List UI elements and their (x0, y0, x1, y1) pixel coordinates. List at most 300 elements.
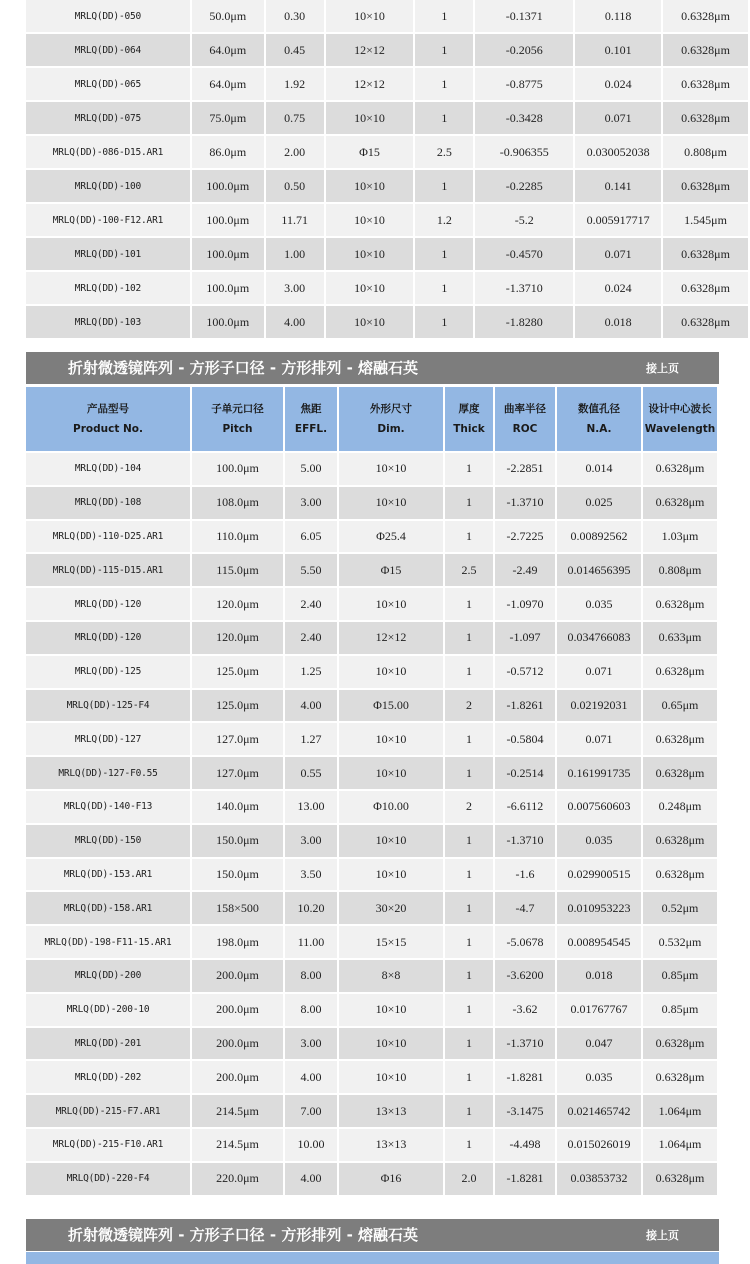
cell-na: 0.018 (557, 960, 641, 992)
cell-dim: 10×10 (339, 1061, 443, 1093)
cell-na: 0.024 (575, 272, 661, 304)
cell-roc: -0.2056 (475, 34, 573, 66)
cell-effl: 1.92 (266, 68, 324, 100)
cell-effl: 11.00 (285, 926, 337, 958)
table-row (26, 791, 717, 823)
cell-effl: 4.00 (266, 306, 324, 338)
col-roc: 曲率半径 ROC (495, 387, 555, 451)
cell-roc: -3.1475 (495, 1095, 555, 1127)
cell-product-no: MRLQ(DD)-125-F4 (26, 690, 190, 722)
cell-effl: 1.25 (285, 656, 337, 688)
product-table (24, 385, 719, 1197)
cell-roc: -1.3710 (475, 272, 573, 304)
cell-thick: 1 (415, 238, 473, 270)
cell-pitch: 100.0μm (192, 306, 264, 338)
cell-thick: 1 (445, 453, 493, 485)
cell-effl: 0.75 (266, 102, 324, 134)
cell-thick: 1 (445, 622, 493, 654)
cell-pitch: 214.5μm (192, 1129, 283, 1161)
cell-wavelength: 1.03μm (643, 521, 717, 553)
cell-product-no: MRLQ(DD)-104 (26, 453, 190, 485)
cell-roc: -0.906355 (475, 136, 573, 168)
cell-dim: Φ15 (326, 136, 414, 168)
table-row (26, 960, 717, 992)
table-row (26, 1028, 717, 1060)
cell-roc: -1.3710 (495, 487, 555, 519)
cell-wavelength: 0.6328μm (663, 272, 748, 304)
cell-thick: 1 (445, 1095, 493, 1127)
cell-wavelength: 0.248μm (643, 791, 717, 823)
cell-pitch: 100.0μm (192, 453, 283, 485)
cell-na: 0.071 (557, 656, 641, 688)
cell-thick: 1 (445, 588, 493, 620)
section-banner (26, 352, 719, 384)
cell-wavelength: 0.6328μm (663, 34, 748, 66)
cell-roc: -5.2 (475, 204, 573, 236)
cell-product-no: MRLQ(DD)-127-F0.55 (26, 757, 190, 789)
cell-thick: 1 (415, 272, 473, 304)
cell-thick: 1 (445, 1129, 493, 1161)
cell-pitch: 120.0μm (192, 622, 283, 654)
table-row (26, 1129, 717, 1161)
cell-pitch: 125.0μm (192, 690, 283, 722)
cell-thick: 1 (415, 0, 473, 32)
col-product-no: 产品型号 Product No. (26, 387, 190, 451)
cell-thick: 2.5 (445, 554, 493, 586)
cell-dim: 10×10 (326, 0, 414, 32)
col-effl: 焦距 EFFL. (285, 387, 337, 451)
cell-dim: 10×10 (326, 238, 414, 270)
cell-effl: 4.00 (285, 1163, 337, 1195)
cell-dim: 10×10 (339, 1028, 443, 1060)
cell-roc: -0.5804 (495, 723, 555, 755)
cell-na: 0.021465742 (557, 1095, 641, 1127)
cell-thick: 2 (445, 791, 493, 823)
cell-pitch: 214.5μm (192, 1095, 283, 1127)
cell-dim: 10×10 (339, 453, 443, 485)
cell-wavelength: 0.6328μm (663, 102, 748, 134)
cell-pitch: 127.0μm (192, 723, 283, 755)
cell-dim: 10×10 (339, 588, 443, 620)
section-banner-next (26, 1219, 719, 1251)
cell-effl: 5.00 (285, 453, 337, 485)
cell-effl: 0.45 (266, 34, 324, 66)
cell-thick: 1 (445, 892, 493, 924)
cell-na: 0.018 (575, 306, 661, 338)
top-table-body (26, 0, 748, 338)
cell-wavelength: 0.6328μm (643, 1028, 717, 1060)
cell-na: 0.161991735 (557, 757, 641, 789)
cell-roc: -0.5712 (495, 656, 555, 688)
cell-dim: 30×20 (339, 892, 443, 924)
cell-effl: 10.20 (285, 892, 337, 924)
cell-roc: -0.8775 (475, 68, 573, 100)
cell-effl: 13.00 (285, 791, 337, 823)
cell-dim: 10×10 (339, 825, 443, 857)
cell-pitch: 150.0μm (192, 825, 283, 857)
cell-wavelength: 0.6328μm (663, 238, 748, 270)
cell-wavelength: 0.65μm (643, 690, 717, 722)
cell-roc: -5.0678 (495, 926, 555, 958)
cell-na: 0.007560603 (557, 791, 641, 823)
table-row (26, 136, 748, 168)
cell-pitch: 86.0μm (192, 136, 264, 168)
cell-effl: 0.55 (285, 757, 337, 789)
col-na: 数值孔径 N.A. (557, 387, 641, 451)
cell-thick: 1 (445, 521, 493, 553)
cell-wavelength: 0.6328μm (643, 723, 717, 755)
cell-product-no: MRLQ(DD)-158.AR1 (26, 892, 190, 924)
section-title: 折射微透镜阵列 - 方形子口径 - 方形排列 - 熔融石英 (68, 359, 419, 377)
cell-pitch: 127.0μm (192, 757, 283, 789)
cell-roc: -4.498 (495, 1129, 555, 1161)
cell-dim: 10×10 (326, 272, 414, 304)
cell-na: 0.071 (575, 238, 661, 270)
cell-dim: Φ10.00 (339, 791, 443, 823)
cell-product-no: MRLQ(DD)-120 (26, 588, 190, 620)
cell-effl: 3.00 (285, 1028, 337, 1060)
cell-pitch: 100.0μm (192, 204, 264, 236)
cell-na: 0.029900515 (557, 859, 641, 891)
cell-effl: 0.50 (266, 170, 324, 202)
cell-pitch: 120.0μm (192, 588, 283, 620)
continue-label: 接上页 (646, 362, 679, 375)
cell-product-no: MRLQ(DD)-201 (26, 1028, 190, 1060)
col-pitch: 子单元口径 Pitch (192, 387, 283, 451)
product-table-body (26, 453, 717, 1195)
cell-pitch: 220.0μm (192, 1163, 283, 1195)
cell-product-no: MRLQ(DD)-200 (26, 960, 190, 992)
cell-na: 0.101 (575, 34, 661, 66)
cell-pitch: 125.0μm (192, 656, 283, 688)
cell-effl: 6.05 (285, 521, 337, 553)
table-row (26, 622, 717, 654)
cell-pitch: 200.0μm (192, 1061, 283, 1093)
cell-dim: 8×8 (339, 960, 443, 992)
cell-dim: 10×10 (339, 656, 443, 688)
cell-product-no: MRLQ(DD)-075 (26, 102, 190, 134)
cell-dim: 10×10 (326, 170, 414, 202)
cell-pitch: 100.0μm (192, 272, 264, 304)
cell-product-no: MRLQ(DD)-202 (26, 1061, 190, 1093)
table-row (26, 554, 717, 586)
cell-wavelength: 0.6328μm (643, 757, 717, 789)
table-row (26, 1163, 717, 1195)
cell-na: 0.00892562 (557, 521, 641, 553)
cell-na: 0.034766083 (557, 622, 641, 654)
cell-thick: 1 (445, 859, 493, 891)
cell-product-no: MRLQ(DD)-102 (26, 272, 190, 304)
cell-na: 0.118 (575, 0, 661, 32)
cell-pitch: 100.0μm (192, 170, 264, 202)
cell-thick: 2.0 (445, 1163, 493, 1195)
cell-pitch: 150.0μm (192, 859, 283, 891)
table-header-row (26, 387, 717, 451)
cell-wavelength: 0.6328μm (643, 453, 717, 485)
cell-product-no: MRLQ(DD)-100 (26, 170, 190, 202)
cell-na: 0.030052038 (575, 136, 661, 168)
table-row (26, 306, 748, 338)
table-row (26, 690, 717, 722)
cell-effl: 3.00 (266, 272, 324, 304)
cell-product-no: MRLQ(DD)-103 (26, 306, 190, 338)
cell-dim: 12×12 (326, 68, 414, 100)
cell-wavelength: 0.6328μm (643, 1061, 717, 1093)
cell-dim: 10×10 (326, 204, 414, 236)
cell-product-no: MRLQ(DD)-198-F11-15.AR1 (26, 926, 190, 958)
cell-na: 0.014656395 (557, 554, 641, 586)
cell-thick: 1 (445, 723, 493, 755)
cell-roc: -0.2285 (475, 170, 573, 202)
cell-product-no: MRLQ(DD)-120 (26, 622, 190, 654)
cell-pitch: 108.0μm (192, 487, 283, 519)
cell-thick: 2 (445, 690, 493, 722)
cell-na: 0.047 (557, 1028, 641, 1060)
cell-product-no: MRLQ(DD)-064 (26, 34, 190, 66)
table-header-next (26, 1252, 719, 1264)
cell-effl: 8.00 (285, 994, 337, 1026)
cell-product-no: MRLQ(DD)-127 (26, 723, 190, 755)
cell-wavelength: 0.6328μm (643, 1163, 717, 1195)
cell-product-no: MRLQ(DD)-220-F4 (26, 1163, 190, 1195)
cell-wavelength: 0.85μm (643, 960, 717, 992)
cell-wavelength: 0.6328μm (643, 588, 717, 620)
cell-product-no: MRLQ(DD)-100-F12.AR1 (26, 204, 190, 236)
cell-pitch: 100.0μm (192, 238, 264, 270)
col-wavelength: 设计中心波长 Wavelength (643, 387, 717, 451)
cell-wavelength: 0.6328μm (643, 859, 717, 891)
cell-roc: -1.0970 (495, 588, 555, 620)
cell-effl: 0.30 (266, 0, 324, 32)
cell-na: 0.008954545 (557, 926, 641, 958)
cell-roc: -1.8280 (475, 306, 573, 338)
cell-product-no: MRLQ(DD)-065 (26, 68, 190, 100)
cell-roc: -3.62 (495, 994, 555, 1026)
cell-dim: 10×10 (339, 859, 443, 891)
cell-roc: -0.2514 (495, 757, 555, 789)
cell-thick: 2.5 (415, 136, 473, 168)
cell-dim: 10×10 (326, 102, 414, 134)
cell-pitch: 64.0μm (192, 34, 264, 66)
cell-thick: 1 (415, 68, 473, 100)
cell-pitch: 50.0μm (192, 0, 264, 32)
cell-thick: 1 (445, 1028, 493, 1060)
cell-effl: 3.00 (285, 825, 337, 857)
cell-wavelength: 0.6328μm (643, 825, 717, 857)
cell-thick: 1 (445, 757, 493, 789)
cell-product-no: MRLQ(DD)-101 (26, 238, 190, 270)
cell-roc: -1.8261 (495, 690, 555, 722)
cell-effl: 3.50 (285, 859, 337, 891)
cell-dim: Φ15 (339, 554, 443, 586)
cell-thick: 1 (445, 825, 493, 857)
table-row (26, 453, 717, 485)
cell-pitch: 200.0μm (192, 994, 283, 1026)
table-row (26, 272, 748, 304)
table-row (26, 723, 717, 755)
cell-product-no: MRLQ(DD)-140-F13 (26, 791, 190, 823)
table-row (26, 0, 748, 32)
cell-roc: -2.49 (495, 554, 555, 586)
cell-product-no: MRLQ(DD)-215-F7.AR1 (26, 1095, 190, 1127)
cell-thick: 1 (445, 960, 493, 992)
cell-pitch: 198.0μm (192, 926, 283, 958)
cell-na: 0.015026019 (557, 1129, 641, 1161)
table-row (26, 588, 717, 620)
top-product-table (24, 0, 750, 340)
table-row (26, 656, 717, 688)
cell-roc: -1.3710 (495, 1028, 555, 1060)
table-row (26, 892, 717, 924)
table-row (26, 102, 748, 134)
cell-effl: 2.40 (285, 588, 337, 620)
cell-dim: 10×10 (339, 487, 443, 519)
cell-pitch: 200.0μm (192, 1028, 283, 1060)
cell-na: 0.03853732 (557, 1163, 641, 1195)
table-row (26, 68, 748, 100)
cell-pitch: 64.0μm (192, 68, 264, 100)
table-row (26, 825, 717, 857)
table-row (26, 859, 717, 891)
continue-label-next: 接上页 (646, 1229, 679, 1242)
cell-wavelength: 0.6328μm (663, 68, 748, 100)
cell-roc: -6.6112 (495, 791, 555, 823)
cell-dim: 12×12 (339, 622, 443, 654)
table-row (26, 34, 748, 66)
table-row (26, 994, 717, 1026)
cell-na: 0.01767767 (557, 994, 641, 1026)
cell-effl: 3.00 (285, 487, 337, 519)
cell-na: 0.02192031 (557, 690, 641, 722)
cell-product-no: MRLQ(DD)-110-D25.AR1 (26, 521, 190, 553)
section-title-next: 折射微透镜阵列 - 方形子口径 - 方形排列 - 熔融石英 (68, 1226, 419, 1244)
table-row (26, 238, 748, 270)
cell-effl: 1.00 (266, 238, 324, 270)
cell-dim: 10×10 (339, 994, 443, 1026)
cell-roc: -0.4570 (475, 238, 573, 270)
table-row (26, 757, 717, 789)
cell-wavelength: 1.545μm (663, 204, 748, 236)
cell-thick: 1 (445, 487, 493, 519)
cell-thick: 1 (415, 170, 473, 202)
cell-product-no: MRLQ(DD)-215-F10.AR1 (26, 1129, 190, 1161)
cell-wavelength: 0.808μm (663, 136, 748, 168)
cell-pitch: 110.0μm (192, 521, 283, 553)
cell-thick: 1 (445, 994, 493, 1026)
cell-roc: -1.6 (495, 859, 555, 891)
cell-roc: -0.1371 (475, 0, 573, 32)
cell-wavelength: 0.6328μm (643, 487, 717, 519)
cell-thick: 1 (445, 926, 493, 958)
cell-thick: 1 (445, 1061, 493, 1093)
cell-dim: Φ15.00 (339, 690, 443, 722)
cell-product-no: MRLQ(DD)-125 (26, 656, 190, 688)
table-row (26, 487, 717, 519)
cell-roc: -1.3710 (495, 825, 555, 857)
cell-pitch: 115.0μm (192, 554, 283, 586)
cell-product-no: MRLQ(DD)-108 (26, 487, 190, 519)
cell-thick: 1 (415, 306, 473, 338)
cell-roc: -1.8281 (495, 1163, 555, 1195)
table-row (26, 204, 748, 236)
cell-wavelength: 0.532μm (643, 926, 717, 958)
cell-na: 0.141 (575, 170, 661, 202)
cell-na: 0.035 (557, 825, 641, 857)
cell-effl: 5.50 (285, 554, 337, 586)
cell-dim: 12×12 (326, 34, 414, 66)
cell-roc: -2.2851 (495, 453, 555, 485)
col-dim: 外形尺寸 Dim. (339, 387, 443, 451)
cell-dim: 13×13 (339, 1129, 443, 1161)
cell-dim: Φ16 (339, 1163, 443, 1195)
cell-effl: 2.00 (266, 136, 324, 168)
table-row (26, 1095, 717, 1127)
table-row (26, 1061, 717, 1093)
cell-product-no: MRLQ(DD)-115-D15.AR1 (26, 554, 190, 586)
cell-roc: -4.7 (495, 892, 555, 924)
cell-product-no: MRLQ(DD)-086-D15.AR1 (26, 136, 190, 168)
cell-na: 0.005917717 (575, 204, 661, 236)
cell-thick: 1 (415, 102, 473, 134)
cell-effl: 7.00 (285, 1095, 337, 1127)
table-row (26, 926, 717, 958)
cell-dim: 13×13 (339, 1095, 443, 1127)
cell-wavelength: 0.633μm (643, 622, 717, 654)
cell-wavelength: 0.6328μm (663, 306, 748, 338)
cell-effl: 4.00 (285, 690, 337, 722)
cell-wavelength: 0.6328μm (663, 170, 748, 202)
cell-dim: Φ25.4 (339, 521, 443, 553)
cell-dim: 10×10 (326, 306, 414, 338)
cell-na: 0.035 (557, 588, 641, 620)
cell-effl: 8.00 (285, 960, 337, 992)
cell-pitch: 158×500 (192, 892, 283, 924)
cell-thick: 1 (415, 34, 473, 66)
cell-dim: 10×10 (339, 723, 443, 755)
cell-na: 0.035 (557, 1061, 641, 1093)
cell-na: 0.071 (575, 102, 661, 134)
cell-wavelength: 0.52μm (643, 892, 717, 924)
cell-effl: 10.00 (285, 1129, 337, 1161)
cell-wavelength: 1.064μm (643, 1095, 717, 1127)
cell-pitch: 200.0μm (192, 960, 283, 992)
cell-product-no: MRLQ(DD)-153.AR1 (26, 859, 190, 891)
cell-pitch: 75.0μm (192, 102, 264, 134)
cell-wavelength: 0.6328μm (643, 656, 717, 688)
cell-roc: -1.8281 (495, 1061, 555, 1093)
cell-roc: -0.3428 (475, 102, 573, 134)
cell-wavelength: 0.6328μm (663, 0, 748, 32)
table-row (26, 170, 748, 202)
cell-na: 0.025 (557, 487, 641, 519)
cell-product-no: MRLQ(DD)-050 (26, 0, 190, 32)
cell-effl: 4.00 (285, 1061, 337, 1093)
cell-product-no: MRLQ(DD)-150 (26, 825, 190, 857)
cell-effl: 11.71 (266, 204, 324, 236)
cell-roc: -1.097 (495, 622, 555, 654)
cell-dim: 10×10 (339, 757, 443, 789)
cell-pitch: 140.0μm (192, 791, 283, 823)
cell-dim: 15×15 (339, 926, 443, 958)
cell-wavelength: 0.808μm (643, 554, 717, 586)
cell-wavelength: 0.85μm (643, 994, 717, 1026)
cell-effl: 2.40 (285, 622, 337, 654)
cell-na: 0.014 (557, 453, 641, 485)
col-thick: 厚度 Thick (445, 387, 493, 451)
cell-na: 0.071 (557, 723, 641, 755)
table-row (26, 521, 717, 553)
cell-thick: 1 (445, 656, 493, 688)
